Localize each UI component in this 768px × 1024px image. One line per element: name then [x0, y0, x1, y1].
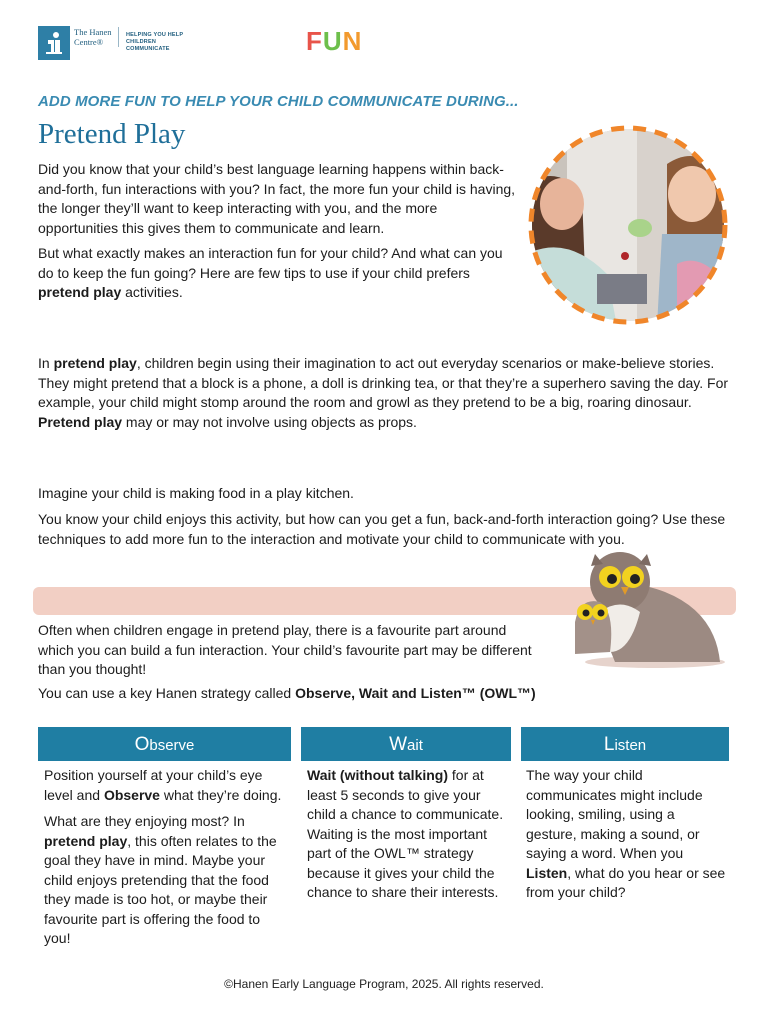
intro-paragraph-2 [38, 244, 520, 303]
wait-column [307, 766, 505, 910]
observe-header [38, 727, 291, 761]
wait-paragraph [307, 766, 505, 903]
fun-heading [306, 26, 362, 57]
hanen-logo-icon [38, 26, 70, 60]
copyright-footer: ©Hanen Early Language Program, 2025. All rights reserved. [224, 977, 544, 991]
observe-paragraph-1 [44, 766, 284, 805]
listen-column [526, 766, 726, 910]
def-text-3: may or may not involve using objects as props. [122, 413, 417, 430]
wait-header [301, 727, 511, 761]
owl-illustration [555, 542, 725, 670]
definition-paragraph [38, 354, 733, 432]
listen-text-2: , what do you hear or see from your child? [526, 864, 726, 900]
parent-child-photo [527, 124, 729, 326]
observe-column [44, 766, 284, 956]
owl-intro-bold: Observe, Wait and Listen™ (OWL™) [295, 685, 536, 701]
favourite-paragraph: Often when children engage in pretend play, there is a favourite part around which you can build a fun interaction. Your child’s favourite part may be different than you thought! [38, 622, 532, 677]
intro-bold: pretend play [38, 284, 122, 300]
observe-text-3: What are they enjoying most? In [44, 813, 245, 829]
def-text-2: , children begin using their imagination to act out everyday scenarios or make-believe stories. They might pretend that a block is a phone, a doll is drinking tea, or that they’re a superhero saving the day. For example, your child might stomp around the room and growl as they pretend to be a big, roaring dinosaur. [38, 355, 729, 410]
fun-letter-n: N [342, 26, 363, 56]
observe-initial: O [134, 734, 150, 755]
logo-name: The Hanen Centre® [74, 27, 119, 47]
wait-text: for at least 5 seconds to give your child a chance to communicate. Waiting is the most important part of the OWL™ strategy because it gives your child the chance to share their interests. [307, 767, 504, 900]
intro-text-end: activities. [121, 284, 183, 300]
intro-paragraph-1: Did you know that your child’s best language learning happens within back-and-forth, fun interactions with you? In fact, the more fun your child is having, the longer they’ll want to keep interacting with you, and the more opportunities this gives them to communicate and learn. [38, 161, 516, 236]
fun-letter-u: U [322, 26, 343, 56]
observe-bold-2: pretend play [44, 832, 128, 849]
listen-text-1: The way your child communicates might include looking, smiling, using a gesture, making a sound, or saying a word. When you [526, 767, 703, 861]
listen-rest: isten [614, 737, 647, 754]
scenario-paragraph-1: Imagine your child is making food in a play kitchen. [38, 485, 354, 501]
logo-tagline: HELPING YOU HELP CHILDREN COMMUNICATE [126, 32, 184, 52]
listen-paragraph [526, 766, 726, 903]
page-title: Pretend Play [38, 118, 186, 150]
wait-initial: W [389, 734, 408, 755]
wait-bold: Wait (without talking) [307, 767, 449, 783]
owl-intro-paragraph [38, 684, 658, 704]
def-bold-2: Pretend play [38, 413, 123, 430]
fun-letter-f: F [306, 26, 323, 56]
scenario-text: You know your child enjoys this activity, but how can you get a fun, back-and-forth interaction going? Use these techniques to add more fun to the interaction and motivate your child to communicate with you. [38, 511, 726, 547]
intro-text: But what exactly makes an interaction fun for your child? And what can you do to keep the fun going? Here are few tips to use if your child prefers [38, 245, 503, 281]
observe-rest: bserve [149, 737, 195, 754]
listen-bold: Listen [526, 864, 568, 881]
observe-text-4: , this often relates to the goal they have in mind. Maybe your child enjoys pretending that the food they made is too hot, or maybe their favourite part is offering the food to you! [44, 832, 277, 946]
wait-rest: ait [407, 737, 423, 754]
observe-text-2: what they’re doing. [159, 786, 282, 803]
observe-paragraph-2 [44, 812, 284, 949]
observe-text-1: Position yourself at your child’s eye level and [44, 767, 263, 803]
listen-initial: L [603, 734, 615, 755]
owl-intro-text: You can use a key Hanen strategy called [38, 685, 296, 701]
def-text-1: In [38, 355, 54, 371]
listen-header [521, 727, 729, 761]
kicker-heading: ADD MORE FUN TO HELP YOUR CHILD COMMUNICATE DURING... [38, 93, 519, 110]
observe-bold-1: Observe [103, 786, 160, 803]
def-bold-1: pretend play [53, 355, 137, 371]
